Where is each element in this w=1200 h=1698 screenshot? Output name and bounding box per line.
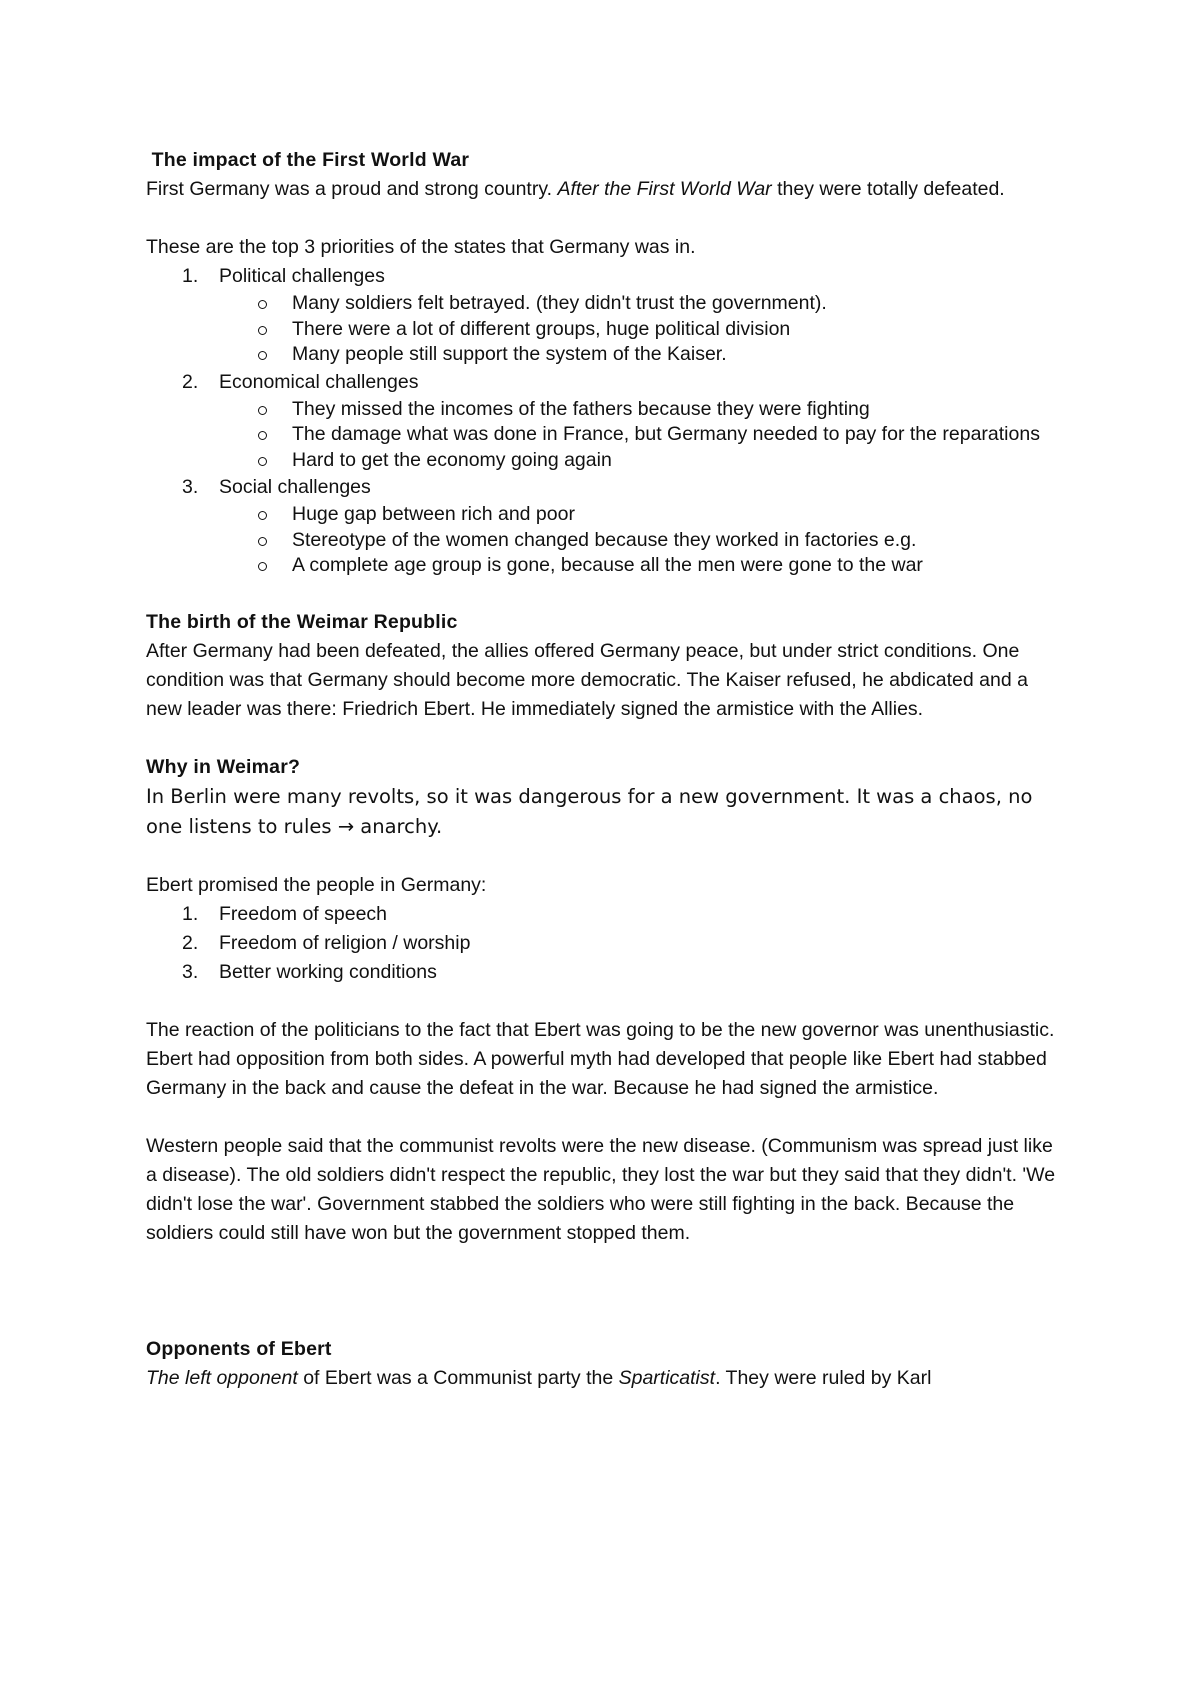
list-item (146, 397, 1066, 423)
priorities-intro: These are the top 3 priorities of the states that Germany was in. (146, 236, 696, 258)
list-item-text: Many soldiers felt betrayed. (they didn't trust the government). (292, 292, 827, 314)
hollow-circle-bullet-icon (258, 562, 267, 571)
list-item-text: A complete age group is gone, because all the men were gone to the war (292, 554, 923, 576)
opponents-text-1: of Ebert was a Communist party the (297, 1366, 619, 1389)
hollow-circle-bullet-icon (258, 351, 267, 360)
intro-paragraph (146, 175, 1066, 204)
hollow-circle-bullet-icon (258, 431, 267, 440)
reaction-paragraph: The reaction of the politicians to the fact that Ebert was going to be the new governor was unenthusiastic. Ebert had opposition from both sides. A powerful myth had developed that people like Ebert had stabbed Germany in the back and cause the defeat in the war. Because he had signed the armistice. (146, 1018, 1055, 1099)
spacer (146, 724, 1066, 753)
list-item (146, 448, 1066, 474)
opponents-text-2: . They were ruled by Karl (715, 1366, 932, 1389)
spacer (146, 842, 1066, 871)
list-number: 2. (182, 931, 199, 954)
list-item-text: Hard to get the economy going again (292, 448, 612, 471)
list-item-text: There were a lot of different groups, huge political division (292, 317, 791, 340)
sparticatist-italic: Sparticatist (618, 1366, 716, 1389)
why-weimar-paragraph: In Berlin were many revolts, so it was dangerous for a new government. It was a chaos, no one listens to rules → anarchy. (146, 784, 1033, 838)
priority-sublist (219, 397, 1066, 474)
hollow-circle-bullet-icon (258, 406, 267, 415)
list-item (146, 553, 1066, 579)
list-item-text: The damage what was done in France, but Germany needed to pay for the reparations (292, 423, 1040, 445)
list-number: 3. (182, 476, 199, 498)
list-item-text: Freedom of religion / worship (219, 931, 471, 954)
list-item (146, 291, 1066, 317)
hollow-circle-bullet-icon (258, 457, 267, 466)
spacer (146, 579, 1066, 608)
document-page (146, 146, 1066, 1393)
priority-item-economical (146, 368, 1066, 474)
priority-label: Political challenges (219, 265, 385, 287)
hollow-circle-bullet-icon (258, 326, 267, 335)
list-number: 1. (182, 902, 199, 925)
spacer (146, 204, 1066, 233)
list-item (146, 528, 1066, 554)
priorities-list (146, 262, 1066, 579)
promises-intro: Ebert promised the people in Germany: (146, 873, 487, 896)
heading-birth-weimar-republic: The birth of the Weimar Republic (146, 610, 458, 633)
hollow-circle-bullet-icon (258, 537, 267, 546)
list-item (146, 422, 1066, 448)
priority-label: Social challenges (219, 476, 371, 498)
list-item-text: Huge gap between rich and poor (292, 503, 575, 525)
list-number: 2. (182, 370, 199, 393)
heading-impact-first-world-war (146, 146, 1066, 175)
list-number: 1. (182, 265, 199, 287)
left-opponent-italic: The left opponent (146, 1366, 298, 1389)
list-number: 3. (182, 960, 199, 983)
heading-text: The impact of the First World War (151, 149, 470, 171)
priority-sublist (219, 291, 1066, 368)
list-item-text: Many people still support the system of the Kaiser. (292, 343, 727, 365)
list-item (146, 929, 1066, 958)
heading-why-in-weimar: Why in Weimar? (146, 755, 301, 778)
promises-list (146, 900, 1066, 987)
list-item (146, 317, 1066, 343)
list-item (146, 958, 1066, 987)
priority-sublist (219, 502, 1066, 579)
list-item (146, 502, 1066, 528)
priority-label: Economical challenges (219, 370, 419, 393)
list-item (146, 900, 1066, 929)
priority-item-social (146, 473, 1066, 579)
list-item-text: Freedom of speech (219, 902, 388, 925)
list-item-text: Better working conditions (219, 960, 437, 983)
spacer (146, 1103, 1066, 1132)
spacer (146, 1248, 1066, 1335)
spacer (146, 987, 1066, 1016)
opponents-paragraph (146, 1364, 1066, 1393)
hollow-circle-bullet-icon (258, 300, 267, 309)
list-item-text: Stereotype of the women changed because they worked in factories e.g. (292, 528, 917, 551)
intro-italic: After the First World War (557, 178, 772, 200)
western-people-paragraph: Western people said that the communist revolts were the new disease. (Communism was spread just like a disease). The old soldiers didn't respect the republic, they lost the war but they said that they didn't. 'We didn't lose the war'. Government stabbed the soldiers who were still fighting in the back. Because the soldiers could still have won but the government stopped them. (146, 1134, 1056, 1244)
weimar-birth-paragraph: After Germany had been defeated, the allies offered Germany peace, but under strict conditions. One condition was that Germany should become more democratic. The Kaiser refused, he abdicated and a new leader was there: Friedrich Ebert. He immediately signed the armistice with the Allies. (146, 639, 1028, 720)
list-item-text: They missed the incomes of the fathers because they were fighting (292, 397, 870, 420)
hollow-circle-bullet-icon (258, 511, 267, 520)
priority-item-political (146, 262, 1066, 368)
list-item (146, 342, 1066, 368)
intro-end: they were totally defeated. (771, 178, 1005, 200)
heading-opponents-of-ebert: Opponents of Ebert (146, 1337, 332, 1360)
intro-start: First Germany was a proud and strong country. (146, 178, 558, 200)
